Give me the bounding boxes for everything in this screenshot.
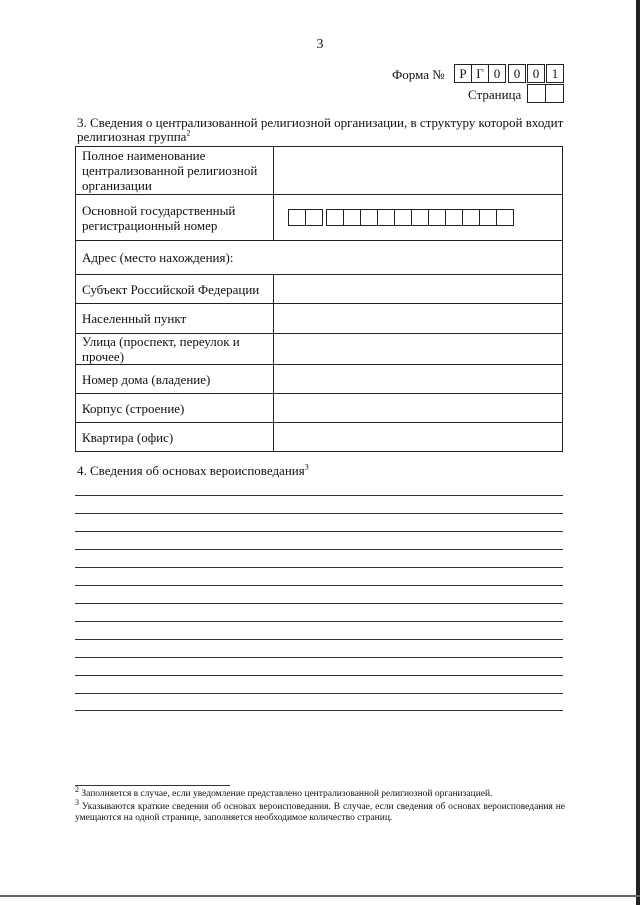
ogrn-boxes: [288, 209, 556, 226]
table-row: [76, 275, 563, 304]
footnote-3: $^3$ Указываются краткие сведения об основах вероисповедания. В случае, если сведения об основах вероисповедания не умещаются на одной странице, заполняется необходимое количество страниц.: [75, 797, 565, 823]
scan-edge: [0, 895, 640, 897]
form-code-char: 0: [527, 64, 545, 83]
street-field[interactable]: [274, 334, 563, 365]
ogrn-field[interactable]: [274, 195, 563, 241]
footnote-ref: 2: [186, 128, 191, 138]
form-code-char: 0: [488, 64, 506, 83]
row-label: Полное наименование централизованной религиозной организации: [76, 147, 274, 195]
writing-line[interactable]: [75, 675, 563, 676]
writing-line[interactable]: [75, 531, 563, 532]
table-row: [76, 365, 563, 394]
footnote-separator: [75, 785, 230, 786]
writing-line[interactable]: [75, 513, 563, 514]
locality-field[interactable]: [274, 304, 563, 334]
row-label: Квартира (офис): [76, 423, 274, 452]
table-row: [76, 334, 563, 365]
table-row: [76, 423, 563, 452]
writing-line[interactable]: [75, 567, 563, 568]
table-row: [76, 195, 563, 241]
full-name-field[interactable]: [274, 147, 563, 195]
writing-line[interactable]: [75, 549, 563, 550]
row-label: Корпус (строение): [76, 394, 274, 423]
form-code-char: Г: [471, 64, 489, 83]
scan-edge: [636, 0, 640, 905]
form-number-label: Форма №: [392, 67, 445, 82]
footnote-ref: 3: [304, 462, 309, 472]
writing-line[interactable]: [75, 710, 563, 711]
footnote-2: $^2$ Заполняется в случае, если уведомление представлено централизованной религиозной организацией.: [75, 784, 493, 799]
row-label: Улица (проспект, переулок и прочее): [76, 334, 274, 365]
page-number-field[interactable]: [545, 84, 564, 103]
page-number-field[interactable]: [527, 84, 546, 103]
table-row: [76, 394, 563, 423]
house-field[interactable]: [274, 365, 563, 394]
row-label: Субъект Российской Федерации: [76, 275, 274, 304]
writing-line[interactable]: [75, 621, 563, 622]
page-label: Страница: [468, 87, 522, 102]
writing-line[interactable]: [75, 693, 563, 694]
writing-line[interactable]: [75, 639, 563, 640]
form-code-char: Р: [454, 64, 472, 83]
section4-title: 4. Сведения об основах вероисповедания$^3$: [77, 462, 309, 478]
section3-title: 3. Сведения о централизованной религиозной организации, в структуру которой входит религиозная группа$^2$: [77, 115, 564, 144]
form-code-char: 1: [546, 64, 564, 83]
page-number: 3: [316, 37, 324, 52]
table-row: [76, 241, 563, 275]
writing-line[interactable]: [75, 495, 563, 496]
central-org-table: [75, 146, 563, 452]
writing-line[interactable]: [75, 657, 563, 658]
row-label: Населенный пункт: [76, 304, 274, 334]
apartment-field[interactable]: [274, 423, 563, 452]
writing-line[interactable]: [75, 585, 563, 586]
table-row: [76, 147, 563, 195]
form-code-char: 0: [508, 64, 526, 83]
row-label: Номер дома (владение): [76, 365, 274, 394]
table-row: [76, 304, 563, 334]
row-label: Основной государственный регистрационный номер: [76, 195, 274, 241]
region-field[interactable]: [274, 275, 563, 304]
address-heading: Адрес (место нахождения):: [76, 241, 563, 275]
writing-line[interactable]: [75, 603, 563, 604]
building-field[interactable]: [274, 394, 563, 423]
